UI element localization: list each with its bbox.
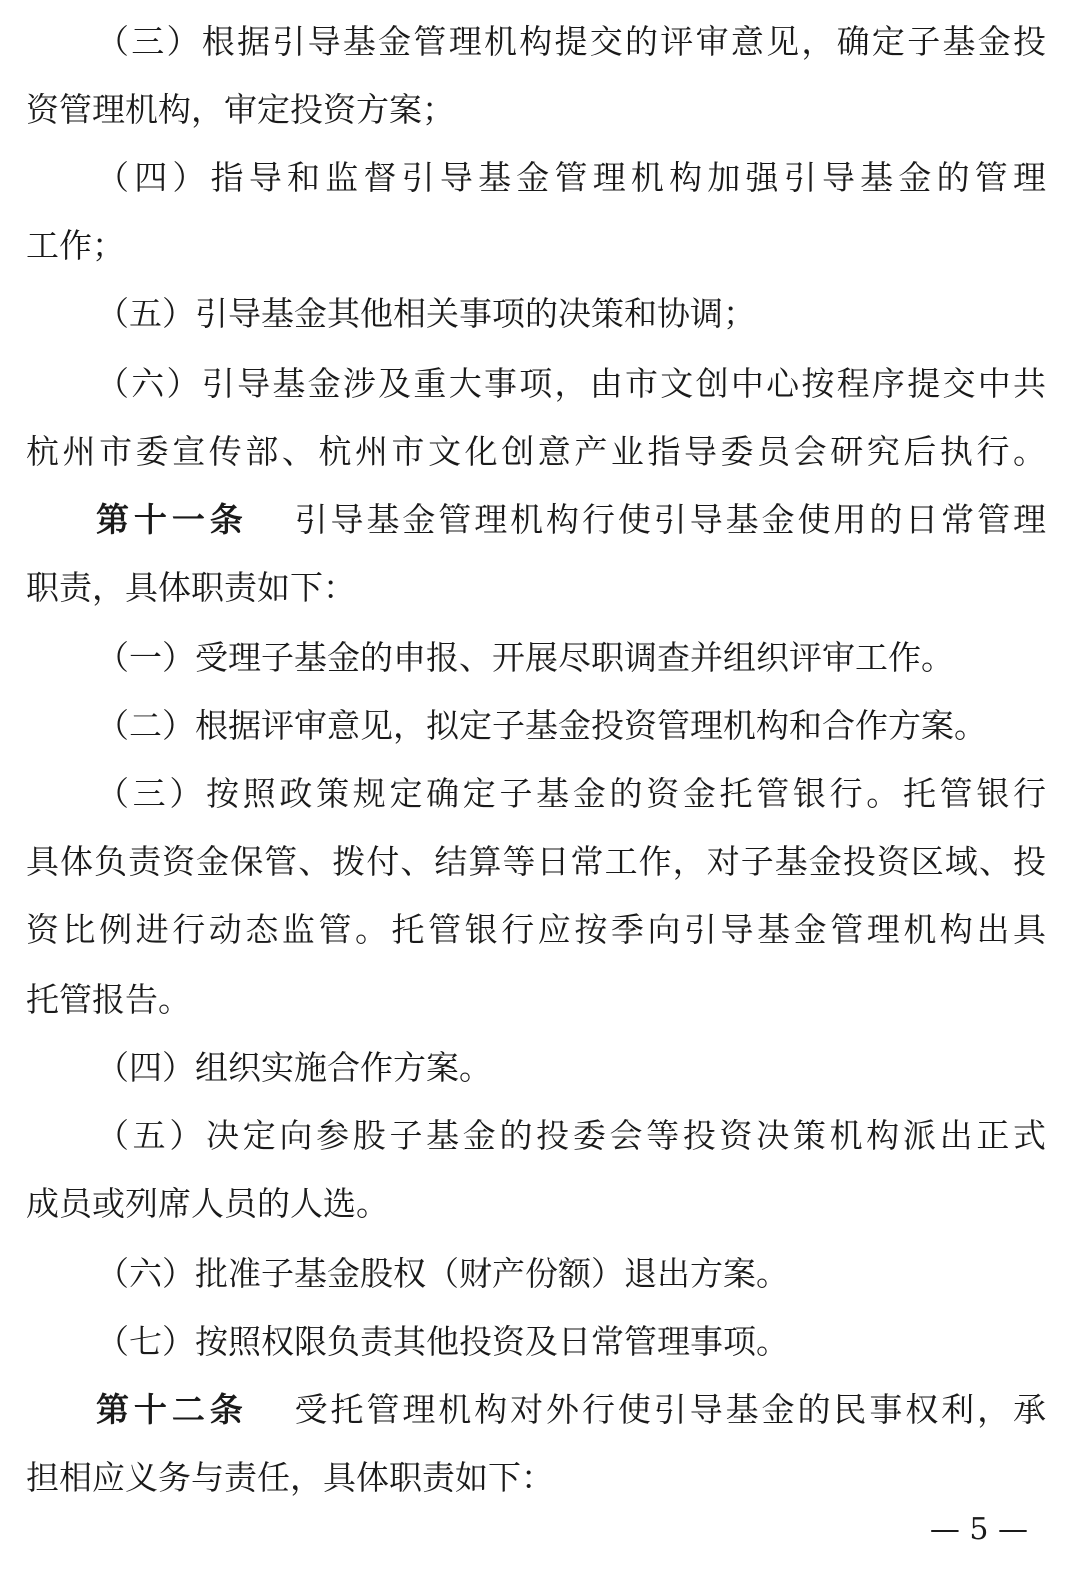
- text-line: （五）决定向参股子基金的投委会等投资决策机构派出正式: [96, 1116, 1046, 1155]
- text-line: （三）根据引导基金管理机构提交的评审意见，确定子基金投: [96, 22, 1046, 61]
- text-line: 托管报告。: [26, 980, 191, 1019]
- text-line: 职责，具体职责如下：: [26, 568, 356, 607]
- text-line: （七）按照权限负责其他投资及日常管理事项。: [96, 1322, 789, 1361]
- text-line: （三）按照政策规定确定子基金的资金托管银行。托管银行: [96, 774, 1046, 813]
- text-line: （六）批准子基金股权（财产份额）退出方案。: [96, 1254, 789, 1293]
- text-line: 杭州市委宣传部、杭州市文化创意产业指导委员会研究后执行。: [26, 432, 1046, 471]
- text-line: （二）根据评审意见，拟定子基金投资管理机构和合作方案。: [96, 706, 987, 745]
- article-number: 第十二条: [96, 1390, 248, 1429]
- page-number: — 5 —: [929, 1512, 1028, 1547]
- article-11-heading: [96, 486, 1046, 554]
- article-text: 引导基金管理机构行使引导基金使用的日常管理: [291, 500, 1046, 539]
- text-line: （六）引导基金涉及重大事项，由市文创中心按程序提交中共: [96, 364, 1046, 403]
- text-line: 工作；: [26, 226, 125, 265]
- text-line: 资比例进行动态监管。托管银行应按季向引导基金管理机构出具: [26, 910, 1046, 949]
- text-line: 担相应义务与责任，具体职责如下：: [26, 1458, 554, 1497]
- article-text: 受托管理机构对外行使引导基金的民事权利，承: [291, 1390, 1046, 1429]
- text-line: 资管理机构，审定投资方案；: [26, 90, 455, 129]
- text-line: （一）受理子基金的申报、开展尽职调查并组织评审工作。: [96, 638, 954, 677]
- article-number: 第十一条: [96, 500, 248, 539]
- text-line: 成员或列席人员的人选。: [26, 1184, 389, 1223]
- text-line: （四）指导和监督引导基金管理机构加强引导基金的管理: [96, 158, 1046, 197]
- article-12-heading: [96, 1376, 1046, 1444]
- text-line: 具体负责资金保管、拨付、结算等日常工作，对子基金投资区域、投: [26, 842, 1046, 881]
- text-line: （四）组织实施合作方案。: [96, 1048, 492, 1087]
- text-line: （五）引导基金其他相关事项的决策和协调；: [96, 294, 756, 333]
